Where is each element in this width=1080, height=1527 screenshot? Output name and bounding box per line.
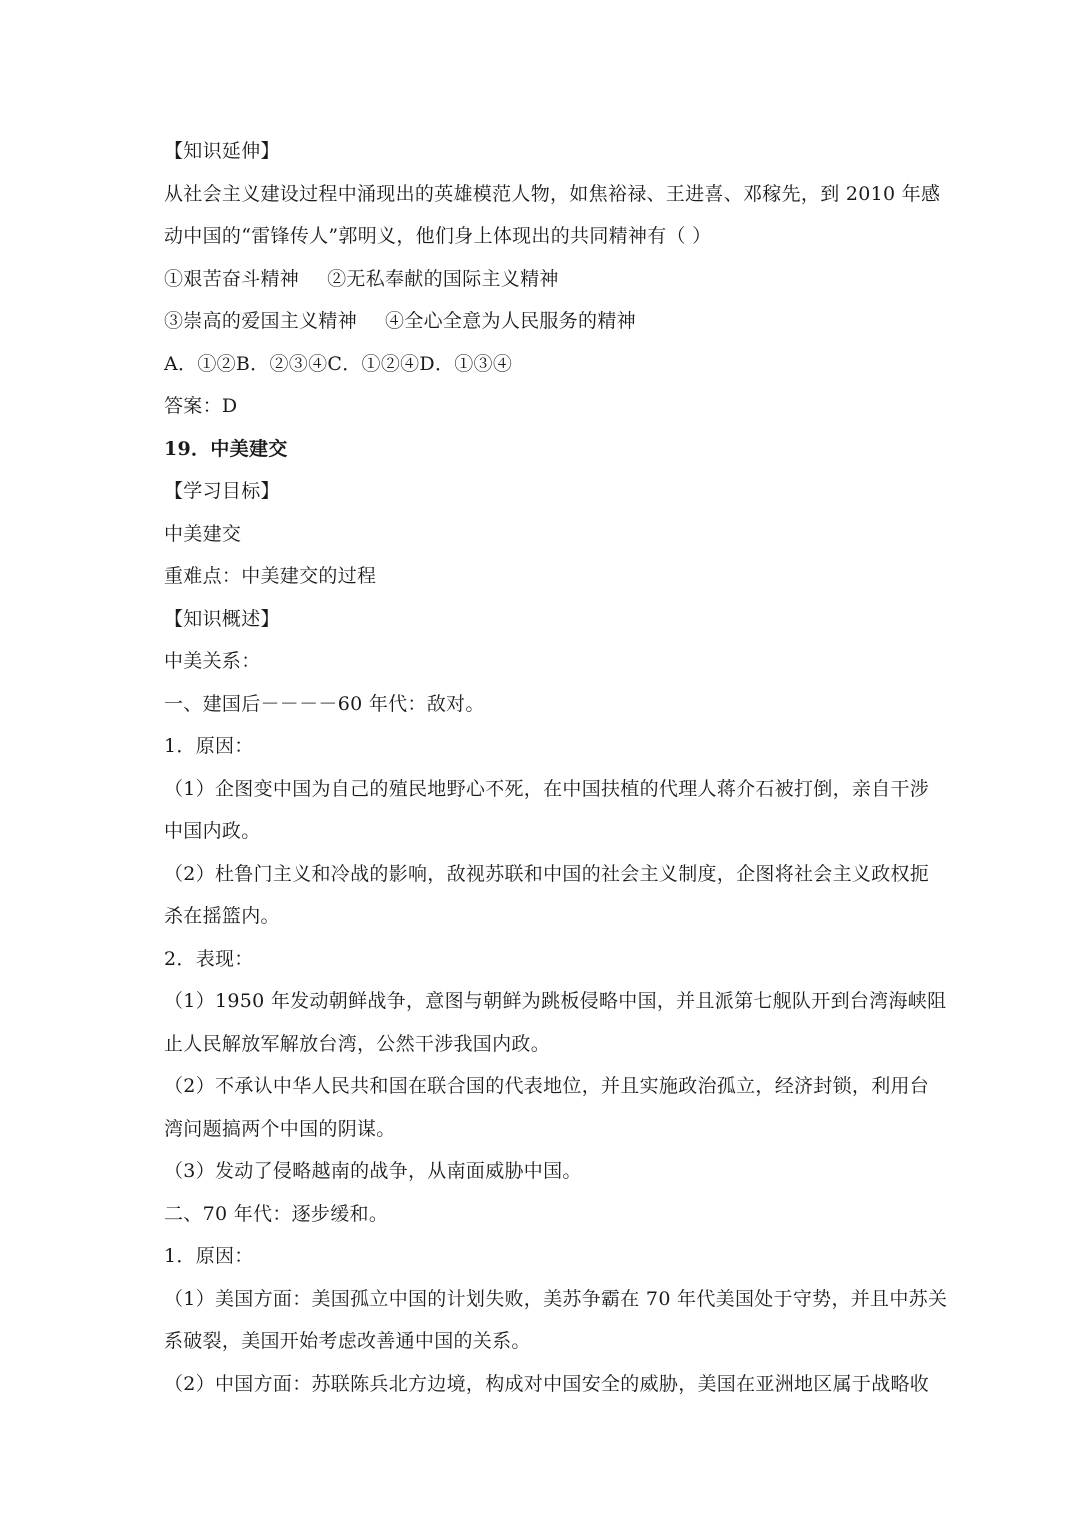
answer-choices: A．①②B．②③④C．①②④D．①③④ [164,352,513,375]
part1-performance-label: 2．表现： [164,947,254,970]
part1-cause2-line-1: （2）杜鲁门主义和冷战的影响，敌视苏联和中国的社会主义制度，企图将社会主义政权扼 [164,862,930,885]
question-items-row-2 [164,300,920,343]
part1-performance1-line-2: 止人民解放军解放台湾，公然干涉我国内政。 [164,1032,551,1055]
question-item-2: ②无私奉献的国际主义精神 [327,267,559,290]
part2-title: 二、70 年代：逐步缓和。 [164,1202,389,1225]
part1-performance3: （3）发动了侵略越南的战争，从南面威胁中国。 [164,1160,582,1182]
goal-heading: 【学习目标】 [164,480,280,502]
part2-cause2-line-1: （2）中国方面：苏联陈兵北方边境，构成对中国安全的威胁，美国在亚洲地区属于战略收 [164,1372,930,1395]
part1-cause1-line-2: 中国内政。 [164,820,261,842]
goal-text: 中美建交 [164,522,242,545]
part1-cause1-line-1: （1）企图变中国为自己的殖民地野心不死，在中国扶植的代理人蒋介石被打倒，亲自干涉 [164,777,930,800]
question-text-line-1: 从社会主义建设过程中涌现出的英雄模范人物，如焦裕禄、王进喜、邓稼先，到 2010 年感 [164,182,941,205]
section-title: 19．中美建交 [164,437,288,460]
document-page [164,130,948,1405]
part1-cause-label: 1．原因： [164,735,254,757]
question-items-row-1 [164,258,920,301]
answer-text: 答案：D [164,395,238,417]
key-point: 重难点：中美建交的过程 [164,565,377,587]
question-text-line-2: 动中国的“雷锋传人”郭明义，他们身上体现出的共同精神有（ ） [164,225,712,247]
question-item-1: ①艰苦奋斗精神 [164,267,300,290]
part2-cause1-line-1: （1）美国方面：美国孤立中国的计划失败，美苏争霸在 70 年代美国处于守势，并且中苏关 [164,1287,948,1310]
part1-title: 一、建国后－－－－60 年代：敌对。 [164,692,485,715]
part2-cause1-line-2: 系破裂，美国开始考虑改善通中国的关系。 [164,1330,531,1352]
part1-performance1-line-1: （1）1950 年发动朝鲜战争，意图与朝鲜为跳板侵略中国，并且派第七舰队开到台湾海峡阻 [164,990,947,1012]
overview-heading: 【知识概述】 [164,607,280,630]
question-item-3: ③崇高的爱国主义精神 [164,310,358,332]
part1-performance2-line-2: 湾问题搞两个中国的阴谋。 [164,1117,396,1140]
question-item-4: ④全心全意为人民服务的精神 [385,310,636,332]
part2-cause-label: 1．原因： [164,1245,254,1267]
extension-heading: 【知识延伸】 [164,140,280,162]
relation-label: 中美关系： [164,650,261,672]
part1-cause2-line-2: 杀在摇篮内。 [164,905,280,927]
part1-performance2-line-1: （2）不承认中华人民共和国在联合国的代表地位，并且实施政治孤立，经济封锁，利用台 [164,1075,930,1097]
